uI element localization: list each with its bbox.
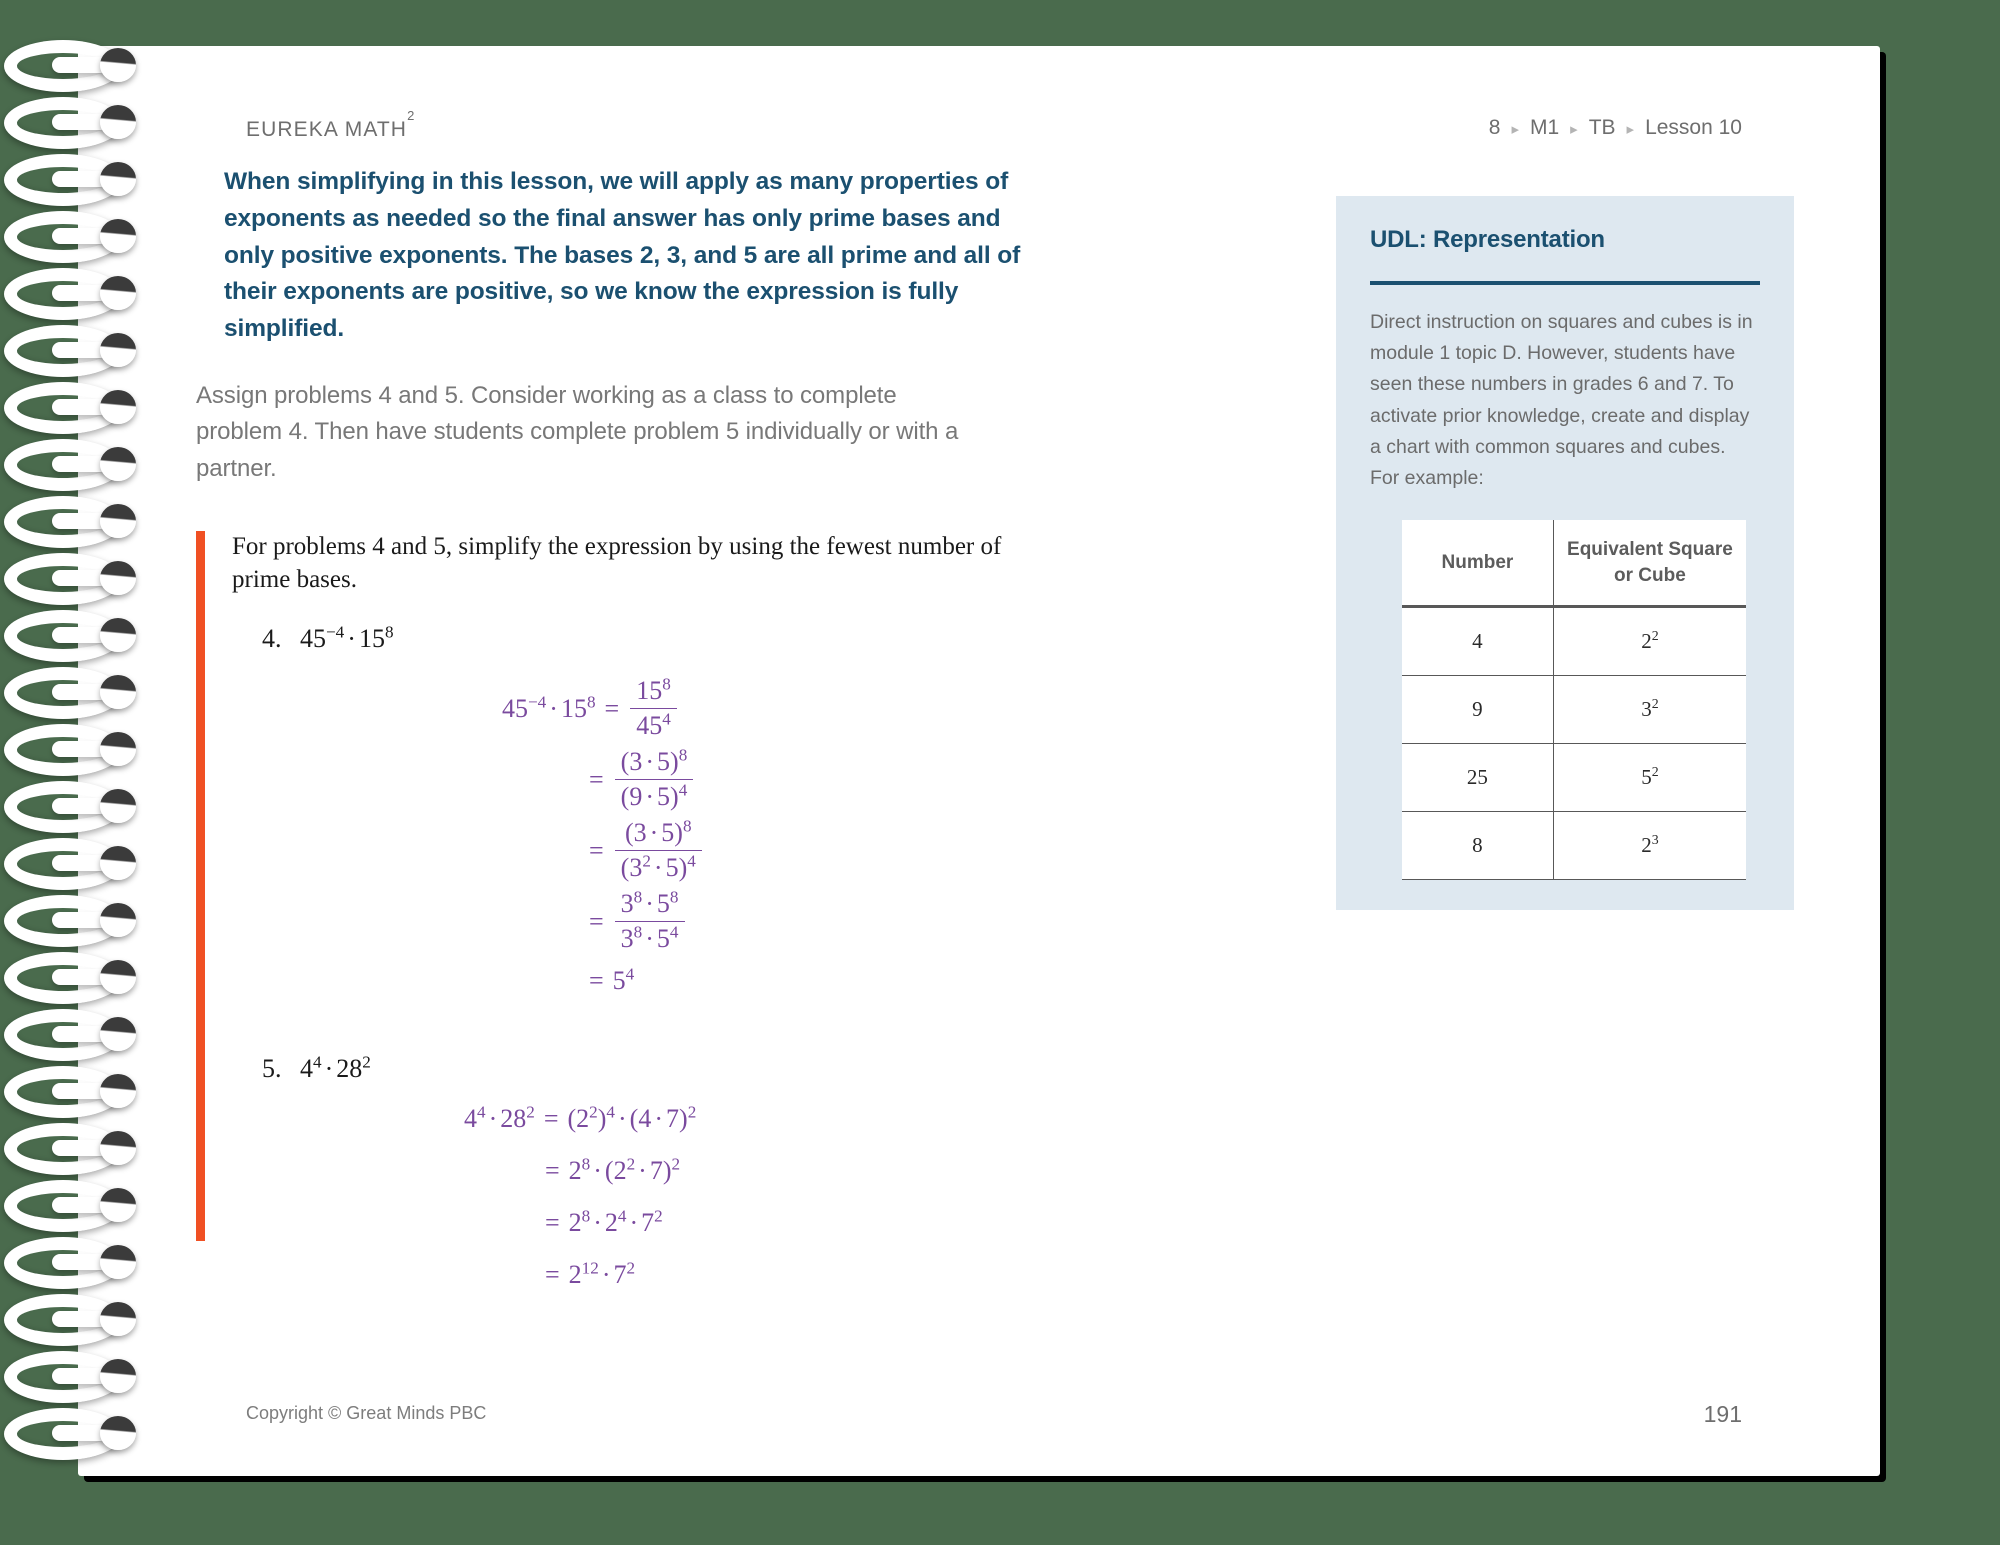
chevron-right-icon: ▸ [1626,120,1635,138]
problem-4-worked-solution [502,676,1026,998]
spiral-coil-tip [100,789,136,823]
spiral-coil-tip [100,276,136,310]
problem-5-number: 5. [262,1054,282,1084]
spiral-coil [4,553,152,611]
solution-line: = $5^4$ [589,964,635,996]
brand-title [246,108,415,142]
solution-line: = $2^{12} \cdot 7^2$ [545,1258,636,1290]
problem-5-worked-solution [464,1102,1026,1292]
problem-4-label [232,624,1026,654]
udl-divider [1370,281,1760,285]
spiral-coil-tip [100,162,136,196]
spiral-coil-tip [100,732,136,766]
spiral-coil [4,1009,152,1067]
equiv-base: 5 [1641,765,1652,790]
spiral-coil-tip [100,846,136,880]
brand-superscript: 2 [407,108,415,124]
solution-line: = $\frac{(3 \cdot 5)^8}{(9 \cdot 5)^4}$ [502,747,1026,812]
spiral-coil-tip [100,618,136,652]
table-row [1402,744,1746,812]
solution-line: = $2^8 \cdot (2^2 \cdot 7)^2$ [545,1154,681,1186]
spiral-coil-tip [100,960,136,994]
spiral-coil [4,838,152,896]
spiral-coil-tip [100,1188,136,1222]
spiral-coil [4,1294,152,1352]
problem-set-block [196,531,1026,1292]
spiral-coil [4,97,152,155]
spiral-coil-tip [100,1245,136,1279]
udl-body-text: Direct instruction on squares and cubes is in module 1 topic D. However, students have seen these numbers in grades 6 and 7. To activate prior knowledge, create and display a chart with common squares and cubes. For example: [1370,311,1753,489]
spiral-coil-tip [100,1074,136,1108]
cell-equivalent [1553,744,1746,812]
column-header-equivalent: Equivalent Square or Cube [1553,520,1746,607]
spiral-coil [4,1180,152,1238]
table-row [1402,676,1746,744]
spiral-coil-tip [100,1359,136,1393]
spiral-coil [4,439,152,497]
cell-number: 25 [1402,744,1553,812]
cell-equivalent [1553,812,1746,880]
spiral-coil [4,154,152,212]
spiral-coil-tip [100,504,136,538]
solution-line: $4^4 \cdot 28^2$ = $(2^2)^4 \cdot (4 \cdot 7)^2$ [464,1102,697,1134]
spiral-coil [4,724,152,782]
spiral-coil [4,1408,152,1466]
page-number: 191 [1703,1401,1742,1427]
breadcrumb-item-module[interactable]: M1 [1529,116,1560,139]
breadcrumb-item-topic[interactable]: TB [1588,116,1616,139]
table-row [1402,607,1746,676]
spiral-coil-tip [100,219,136,253]
breadcrumb-item-grade[interactable]: 8 [1488,116,1501,139]
problem-directions: For problems 4 and 5, simplify the expression by using the fewest number of prime bases. [232,533,1002,593]
squares-and-cubes-table [1402,520,1746,880]
cell-number: 9 [1402,676,1553,744]
equiv-base: 2 [1641,629,1652,654]
solution-line: = $\frac{3^8 \cdot 5^8}{3^8 \cdot 5^4}$ [502,889,1026,954]
spiral-coil-tip [100,903,136,937]
spiral-coil-tip [100,48,136,82]
breadcrumb [1489,116,1742,140]
spiral-coil-tip [100,561,136,595]
cell-equivalent [1553,676,1746,744]
column-header-number: Number [1402,520,1553,607]
spiral-coil-tip [100,447,136,481]
assign-instructions-paragraph: Assign problems 4 and 5. Consider working as a class to complete problem 4. Then have students complete problem 5 individually or with a partner. [196,381,959,482]
problem-5-label [232,1054,1026,1084]
equiv-exponent: 2 [1651,764,1659,780]
spiral-coil [4,40,152,98]
spiral-coil-tip [100,1416,136,1450]
main-content-column [196,164,1026,1298]
equiv-exponent: 3 [1651,832,1659,848]
orange-accent-rule [196,531,205,1241]
spiral-coil-tip [100,675,136,709]
spiral-coil [4,1351,152,1409]
spiral-coil [4,610,152,668]
spiral-coil [4,496,152,554]
cell-number: 8 [1402,812,1553,880]
equiv-exponent: 2 [1651,696,1659,712]
problem-4-number: 4. [262,624,282,654]
udl-callout-box [1336,196,1794,910]
cell-number: 4 [1402,607,1553,676]
solution-line: $45^{-4} \cdot 15^8$ = $\frac{15^8}{45^4}$ [502,676,1026,741]
spiral-binding [0,46,160,1476]
chevron-right-icon: ▸ [1570,120,1578,138]
spiral-coil [4,781,152,839]
spiral-coil-tip [100,1131,136,1165]
spiral-coil [4,952,152,1010]
solution-line: = $2^8 \cdot 2^4 \cdot 7^2$ [545,1206,663,1238]
spiral-coil-tip [100,1017,136,1051]
spiral-coil-tip [100,105,136,139]
spiral-coil [4,895,152,953]
breadcrumb-item-lesson[interactable]: Lesson 10 [1645,116,1742,139]
table-row [1402,812,1746,880]
spiral-coil-tip [100,390,136,424]
udl-title: UDL: Representation [1370,226,1605,253]
spiral-coil [4,1237,152,1295]
textbook-page [78,46,1880,1476]
equiv-base: 3 [1641,697,1652,722]
spiral-coil [4,325,152,383]
spiral-coil [4,211,152,269]
problem-4-expression: $45^{-4} \cdot 15^8$ [300,622,394,654]
spiral-coil [4,1123,152,1181]
spiral-coil [4,667,152,725]
solution-line: = $\frac{(3 \cdot 5)^8}{(3^2 \cdot 5)^4}$ [502,818,1026,883]
problem-5-expression: $4^4 \cdot 28^2$ [300,1052,371,1084]
table-header-row [1402,520,1746,607]
spiral-coil-tip [100,1302,136,1336]
cell-equivalent [1553,607,1746,676]
spiral-coil-tip [100,333,136,367]
brand-title-text: EUREKA MATH [246,118,408,141]
copyright-notice: Copyright © Great Minds PBC [246,1403,487,1423]
spiral-coil [4,268,152,326]
spiral-coil [4,1066,152,1124]
page-header [78,46,1880,141]
equiv-base: 2 [1641,833,1652,858]
equiv-exponent: 2 [1651,628,1659,644]
spiral-coil [4,382,152,440]
intro-bold-paragraph: When simplifying in this lesson, we will apply as many properties of exponents as needed so the final answer has only prime bases and only positive exponents. The bases 2, 3, and 5 are all prime and all of their exponents are positive, so we know the expression is fully simplified. [224,168,1021,342]
chevron-right-icon: ▸ [1511,120,1519,138]
